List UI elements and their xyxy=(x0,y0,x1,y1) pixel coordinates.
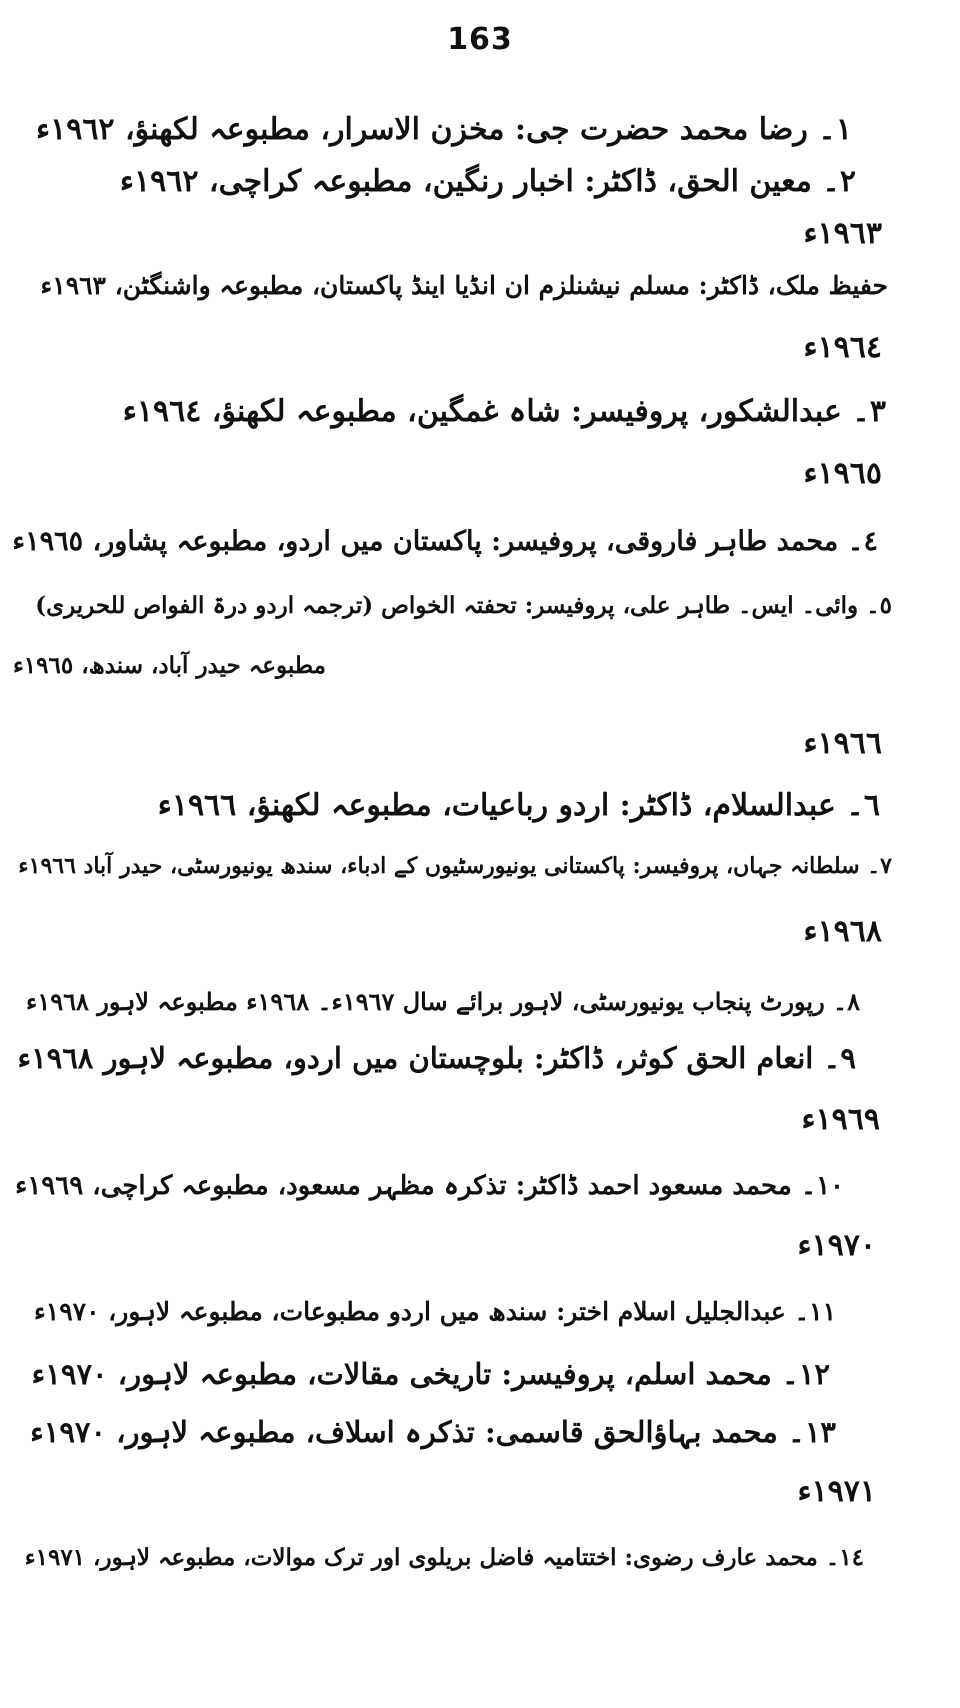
entry-5-continuation: مطبوعہ حیدر آباد، سندھ، ١٩٦٥ء xyxy=(12,652,326,679)
year-heading-1969: ١٩٦٩ء xyxy=(801,1102,880,1137)
entry-10: ١٠۔ محمد مسعود احمد ڈاکٹر: تذکرہ مظہر مسعود، مطبوعہ کراچی، ١٩٦٩ء xyxy=(15,1171,844,1201)
page-number: 163 xyxy=(447,22,513,57)
entry-6: ٦۔ عبدالسلام، ڈاکٹر: اردو رباعیات، مطبوعہ لکھنؤ، ١٩٦٦ء xyxy=(157,788,880,823)
entry-9: ٩۔ انعام الحق کوثر، ڈاکٹر: بلوچستان میں اردو، مطبوعہ لاہور ١٩٦٨ء xyxy=(17,1041,856,1075)
year-heading-1963: ١٩٦٣ء xyxy=(803,216,882,251)
year-heading-1970: ١٩٧٠ء xyxy=(797,1228,876,1263)
entry-hafeez-malik: حفیظ ملک، ڈاکٹر: مسلم نیشنلزم ان انڈیا اینڈ پاکستان، مطبوعہ واشنگٹن، ١٩٦٣ء xyxy=(40,271,888,300)
year-heading-1968: ١٩٦٨ء xyxy=(803,914,882,949)
entry-2: ٢۔ معین الحق، ڈاکٹر: اخبار رنگین، مطبوعہ کراچی، ١٩٦٢ء xyxy=(119,164,856,199)
entry-7: ٧۔ سلطانہ جہاں، پروفیسر: پاکستانی یونیورسٹیوں کے ادباء، سندھ یونیورسٹی، حیدر آباد ١٩٦٦ء xyxy=(18,853,892,879)
year-heading-1965: ١٩٦٥ء xyxy=(803,456,882,491)
entry-3: ٣۔ عبدالشکور، پروفیسر: شاہ غمگین، مطبوعہ لکھنؤ، ١٩٦٤ء xyxy=(122,394,886,429)
entry-8: ٨۔ رپورٹ پنجاب یونیورسٹی، لاہور برائے سال ١٩٦٧ء۔ ١٩٦٨ء مطبوعہ لاہور ١٩٦٨ء xyxy=(26,987,860,1016)
entry-4: ٤۔ محمد طاہر فاروقی، پروفیسر: پاکستان میں اردو، مطبوعہ پشاور، ١٩٦٥ء xyxy=(12,526,878,557)
entry-13: ١٣۔ محمد بہاؤالحق قاسمی: تذکرہ اسلاف، مطبوعہ لاہور، ١٩٧٠ء xyxy=(30,1415,836,1449)
year-heading-1964: ١٩٦٤ء xyxy=(803,330,882,365)
year-heading-1966: ١٩٦٦ء xyxy=(803,726,882,761)
entry-12: ١٢۔ محمد اسلم، پروفیسر: تاریخی مقالات، مطبوعہ لاہور، ١٩٧٠ء xyxy=(31,1357,830,1391)
year-heading-1971: ١٩٧١ء xyxy=(797,1474,876,1509)
entry-1: ١۔ رضا محمد حضرت جی: مخزن الاسرار، مطبوعہ لکھنؤ، ١٩٦٢ء xyxy=(35,112,852,147)
entry-5: ٥۔ وائی۔ ایس۔ طاہر علی، پروفیسر: تحفتہ الخواص (ترجمہ اردو درۃ الفواص للحریری) xyxy=(35,592,892,619)
entry-11: ١١۔ عبدالجلیل اسلام اختر: سندھ میں اردو مطبوعات، مطبوعہ لاہور، ١٩٧٠ء xyxy=(34,1297,836,1326)
entry-14: ١٤۔ محمد عارف رضوی: اختتامیہ فاضل بریلوی اور ترک موالات، مطبوعہ لاہور، ١٩٧١ء xyxy=(24,1544,864,1571)
